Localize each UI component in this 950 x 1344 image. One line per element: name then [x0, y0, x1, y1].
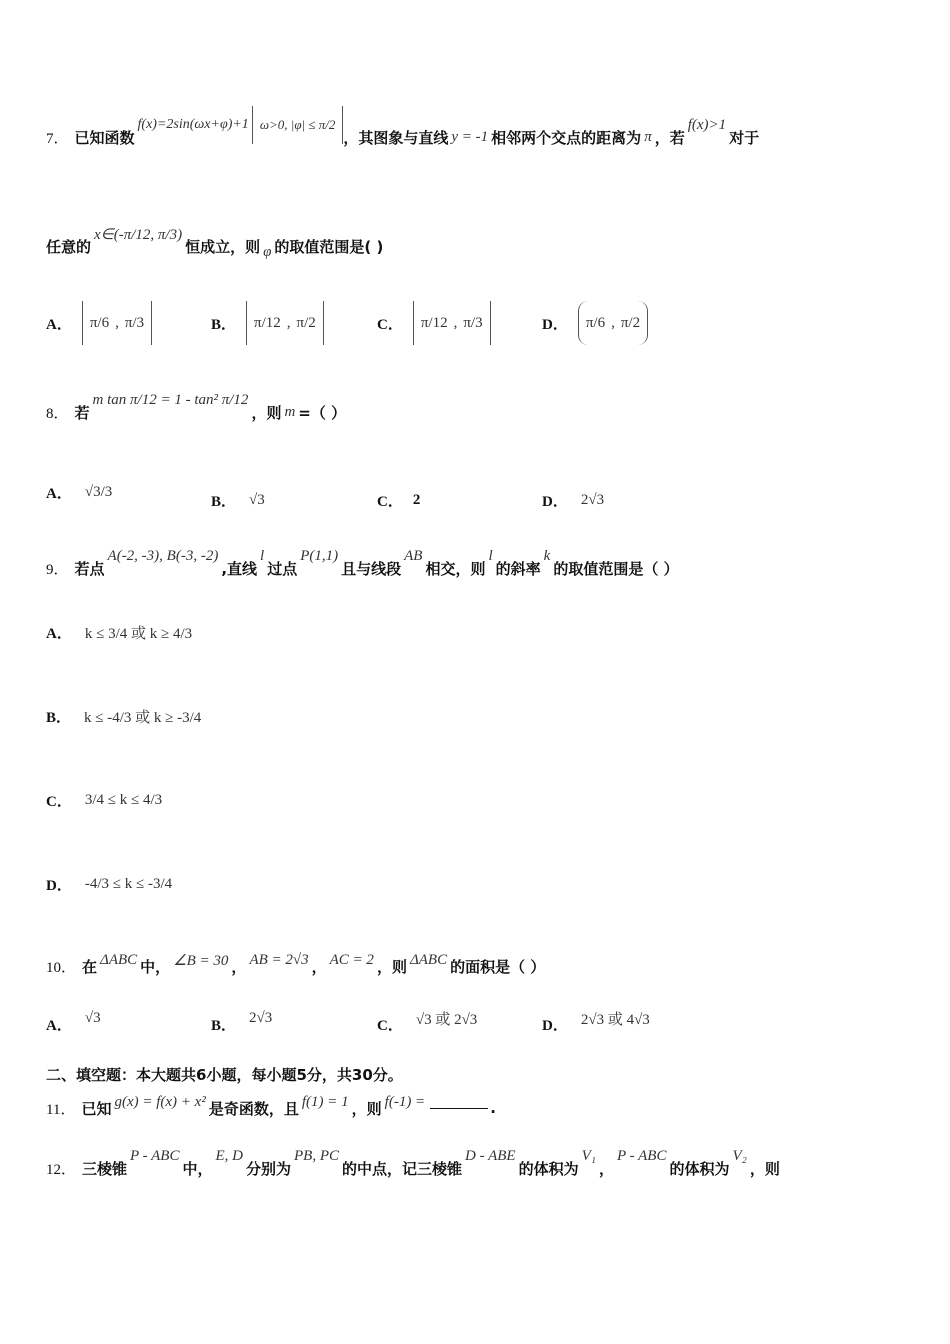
question-text: ， — [231, 957, 247, 976]
question-text: 的体积为 — [669, 1159, 730, 1178]
math-line: y = -1 — [451, 128, 489, 145]
q10-option-b[interactable]: B． 2√3 — [211, 1009, 273, 1034]
question-text: 的体积为 — [518, 1159, 579, 1178]
question-text: ， — [598, 1159, 614, 1178]
question-text: 三棱锥 — [82, 1159, 128, 1178]
math-triangle: ΔABC — [100, 951, 138, 968]
math-v1: V₁ — [581, 1147, 596, 1164]
question-number: 10． — [46, 959, 77, 976]
question-text: . — [490, 1099, 496, 1117]
question-number: 12． — [46, 1161, 77, 1178]
math-ed: E, D — [215, 1147, 243, 1164]
question-text: ，其图象与直线 — [343, 128, 449, 147]
q10-option-c[interactable]: C． √3 或 2√3 — [377, 1011, 478, 1034]
math-inequality: f(x)>1 — [687, 116, 727, 133]
question-text: ，则 — [749, 1159, 780, 1178]
math-angle: ∠B = 30 — [173, 952, 229, 969]
math-points: A(-2, -3), B(-3, -2) — [107, 547, 219, 564]
math-ac: AC = 2 — [329, 951, 374, 968]
math-triangle: ΔABC — [409, 951, 448, 968]
question-text: 的面积是（ ） — [450, 957, 546, 976]
q7-option-d[interactable]: D． π/6 , π/2 — [542, 300, 648, 346]
math-ab: AB — [404, 547, 423, 564]
math-fm1: f(-1) = — [384, 1093, 426, 1110]
q7-line1 — [46, 112, 759, 162]
q9-option-a[interactable]: A． k ≤ 3/4 或 k ≥ 4/3 — [46, 625, 193, 642]
math-l: l — [488, 547, 493, 564]
question-text: 恒成立，则 — [185, 237, 261, 256]
math-l: l — [260, 547, 265, 564]
q9-line — [46, 544, 679, 592]
q9-option-d[interactable]: D． -4/3 ≤ k ≤ -3/4 — [46, 875, 173, 894]
q12-line — [46, 1146, 780, 1190]
math-pyramid: P - ABC — [130, 1147, 180, 1164]
question-text: 若点 — [74, 559, 105, 578]
q9-option-c[interactable]: C． 3/4 ≤ k ≤ 4/3 — [46, 791, 163, 810]
question-text: =（ ） — [298, 403, 347, 422]
math-equation: m tan π/12 = 1 - tan² π/12 — [92, 391, 249, 408]
q7-option-b[interactable]: B． π/12 , π/2 — [211, 300, 324, 346]
q7-option-c[interactable]: C． π/12 , π/3 — [377, 300, 491, 346]
q10-option-d[interactable]: D． 2√3 或 4√3 — [542, 1011, 650, 1034]
question-text: 过点 — [267, 559, 298, 578]
q8-option-c[interactable]: C． 2 — [377, 491, 421, 510]
q7-option-a[interactable]: A． π/6 , π/3 — [46, 300, 152, 346]
question-text: 是奇函数，且 — [208, 1099, 299, 1118]
math-pyramid: P - ABC — [617, 1147, 667, 1164]
question-number: 8． — [46, 405, 69, 422]
answer-blank[interactable] — [430, 1108, 488, 1109]
math-pi: π — [644, 128, 652, 145]
math-p: P(1,1) — [300, 547, 339, 564]
question-text: ， — [311, 957, 327, 976]
q8-option-d[interactable]: D． 2√3 — [542, 491, 605, 510]
question-text: 的取值范围是（ ） — [553, 559, 679, 578]
question-text: 且与线段 — [341, 559, 402, 578]
q11-line — [46, 1088, 496, 1128]
question-text: 对于 — [729, 128, 760, 147]
question-text: 在 — [82, 957, 98, 976]
question-number: 11． — [46, 1101, 76, 1118]
question-text: 已知函数 — [74, 128, 135, 147]
question-text: 中， — [140, 957, 171, 976]
math-m: m — [284, 403, 296, 420]
math-v2: V₂ — [732, 1147, 747, 1164]
question-text: ，则 — [351, 1099, 382, 1118]
question-text: ，则 — [251, 403, 282, 422]
q8-line — [46, 388, 346, 436]
question-number: 7． — [46, 130, 69, 147]
math-k: k — [543, 547, 551, 564]
math-function: f(x)=2sin(ωx+φ)+1 — [137, 117, 249, 132]
math-dabe: D - ABE — [465, 1147, 516, 1164]
q10-option-a[interactable]: A． √3 — [46, 1009, 101, 1034]
q9-option-b[interactable]: B． k ≤ -4/3 或 k ≥ -3/4 — [46, 709, 202, 726]
math-pbpc: PB, PC — [294, 1147, 340, 1164]
question-text: 的中点，记三棱锥 — [342, 1159, 463, 1178]
question-text: ，则 — [376, 957, 407, 976]
q8-option-a[interactable]: A． √3/3 — [46, 483, 113, 502]
question-text: 任意的 — [46, 237, 92, 256]
question-text: 的取值范围是( ) — [274, 237, 384, 256]
math-condition: ω>0, |φ| ≤ π/2 — [252, 106, 344, 144]
question-text: 分别为 — [246, 1159, 292, 1178]
question-text: 的斜率 — [495, 559, 541, 578]
question-text: 相邻两个交点的距离为 — [491, 128, 642, 147]
math-phi: φ — [263, 243, 272, 260]
math-f1: f(1) = 1 — [301, 1093, 349, 1110]
question-text: 相交，则 — [425, 559, 486, 578]
math-domain: x∈(-π/12, π/3) — [94, 226, 183, 243]
question-text: 若 — [74, 403, 90, 422]
math-g: g(x) = f(x) + x² — [114, 1093, 206, 1110]
q8-option-b[interactable]: B． √3 — [211, 491, 265, 510]
question-number: 9． — [46, 561, 69, 578]
section-heading: 二、填空题：本大题共6小题，每小题5分，共30分。 — [46, 1066, 403, 1084]
question-text: 已知 — [81, 1099, 112, 1118]
q7-line2 — [46, 216, 383, 276]
math-ab: AB = 2√3 — [249, 951, 309, 968]
q10-line — [46, 946, 545, 986]
question-text: ，若 — [654, 128, 685, 147]
question-text: 中， — [182, 1159, 213, 1178]
question-text: ,直线 — [221, 559, 258, 578]
